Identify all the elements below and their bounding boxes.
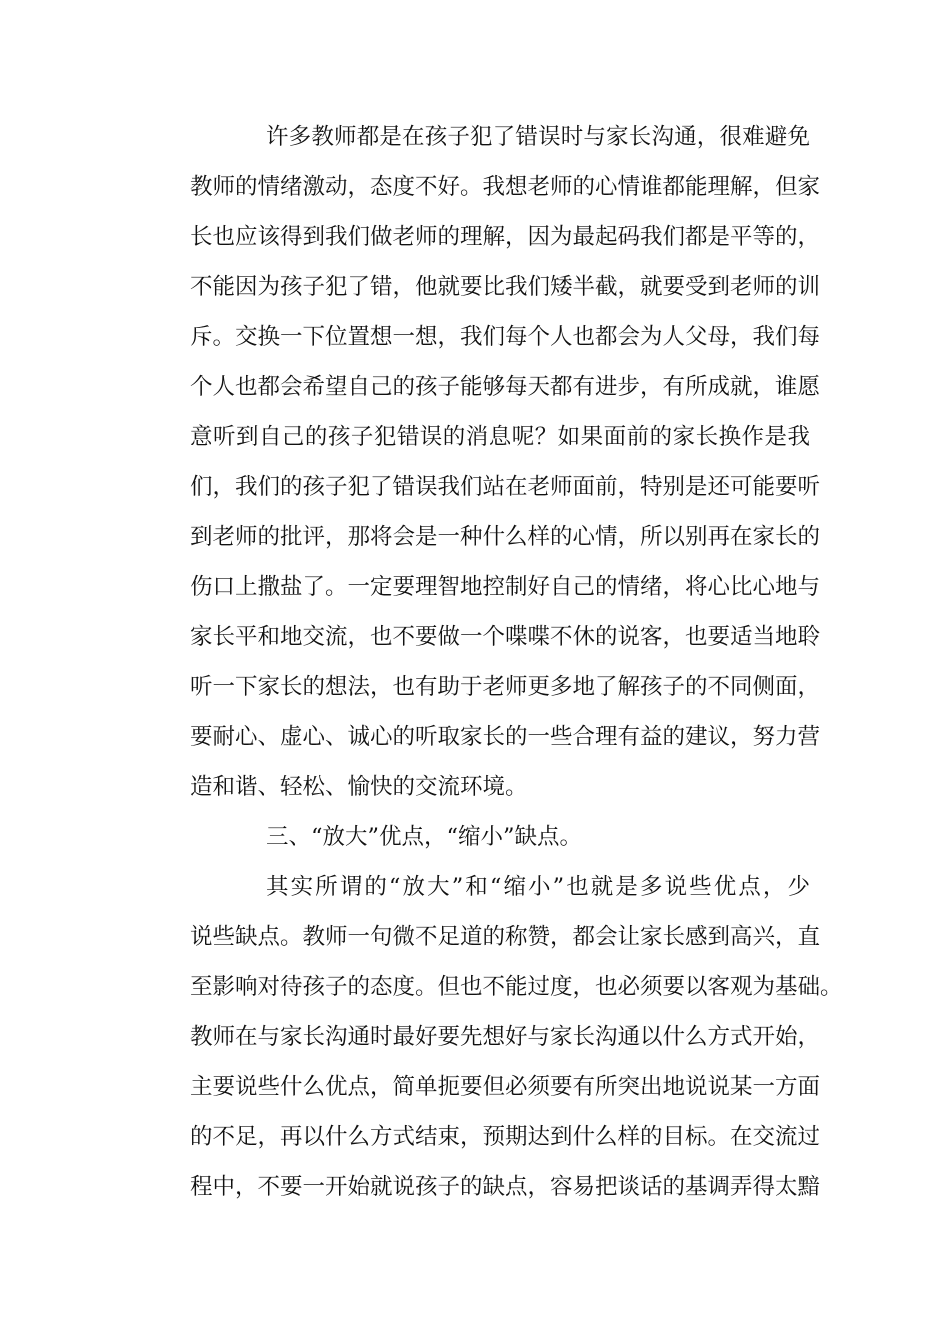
document-body: [190, 112, 843, 1212]
section-heading: 三、“放大”优点，“缩小”缺点。: [266, 824, 583, 850]
paragraph-2-line-2: 说些缺点。教师一句微不足道的称赞，都会让家长感到高兴，直: [190, 924, 821, 950]
paragraph-1-line-11: 家长平和地交流，也不要做一个喋喋不休的说客，也要适当地聆: [190, 624, 821, 650]
paragraph-1-line-9: 到老师的批评，那将会是一种什么样的心情，所以别再在家长的: [190, 524, 821, 550]
paragraph-1-line-10: 伤口上撒盐了。一定要理智地控制好自己的情绪，将心比心地与: [190, 574, 821, 600]
paragraph-2-line-6: 的不足，再以什么方式结束，预期达到什么样的目标。在交流过: [190, 1124, 821, 1150]
paragraph-1-line-6: 个人也都会希望自己的孩子能够每天都有进步，有所成就，谁愿: [190, 374, 821, 400]
paragraph-2-line-4: 教师在与家长沟通时最好要先想好与家长沟通以什么方式开始，: [190, 1024, 821, 1050]
paragraph-2-line-3: 至影响对待孩子的态度。但也不能过度，也必须要以客观为基础。: [190, 974, 843, 1000]
paragraph-1-line-2: 教师的情绪激动，态度不好。我想老师的心情谁都能理解，但家: [190, 174, 821, 200]
paragraph-1-line-4: 不能因为孩子犯了错，他就要比我们矮半截，就要受到老师的训: [190, 274, 821, 300]
paragraph-1-line-3: 长也应该得到我们做老师的理解，因为最起码我们都是平等的，: [190, 224, 821, 250]
paragraph-2-line-1: 其实所谓的“放大”和“缩小”也就是多说些优点，少: [266, 874, 810, 900]
paragraph-1-line-1: 许多教师都是在孩子犯了错误时与家长沟通，很难避免: [266, 124, 810, 150]
paragraph-2-line-7: 程中，不要一开始就说孩子的缺点，容易把谈话的基调弄得太黯: [190, 1174, 821, 1200]
paragraph-2-line-5: 主要说些什么优点，简单扼要但必须要有所突出地说说某一方面: [190, 1074, 821, 1100]
paragraph-1-line-14: 造和谐、轻松、愉快的交流环境。: [190, 774, 528, 800]
paragraph-1-line-12: 听一下家长的想法，也有助于老师更多地了解孩子的不同侧面，: [190, 674, 821, 700]
paragraph-1-line-7: 意听到自己的孩子犯错误的消息呢？如果面前的家长换作是我: [190, 424, 810, 450]
paragraph-1-line-8: 们，我们的孩子犯了错误我们站在老师面前，特别是还可能要听: [190, 474, 821, 500]
paragraph-1-line-13: 要耐心、虚心、诚心的听取家长的一些合理有益的建议，努力营: [190, 724, 821, 750]
paragraph-1-line-5: 斥。交换一下位置想一想，我们每个人也都会为人父母，我们每: [190, 324, 821, 350]
